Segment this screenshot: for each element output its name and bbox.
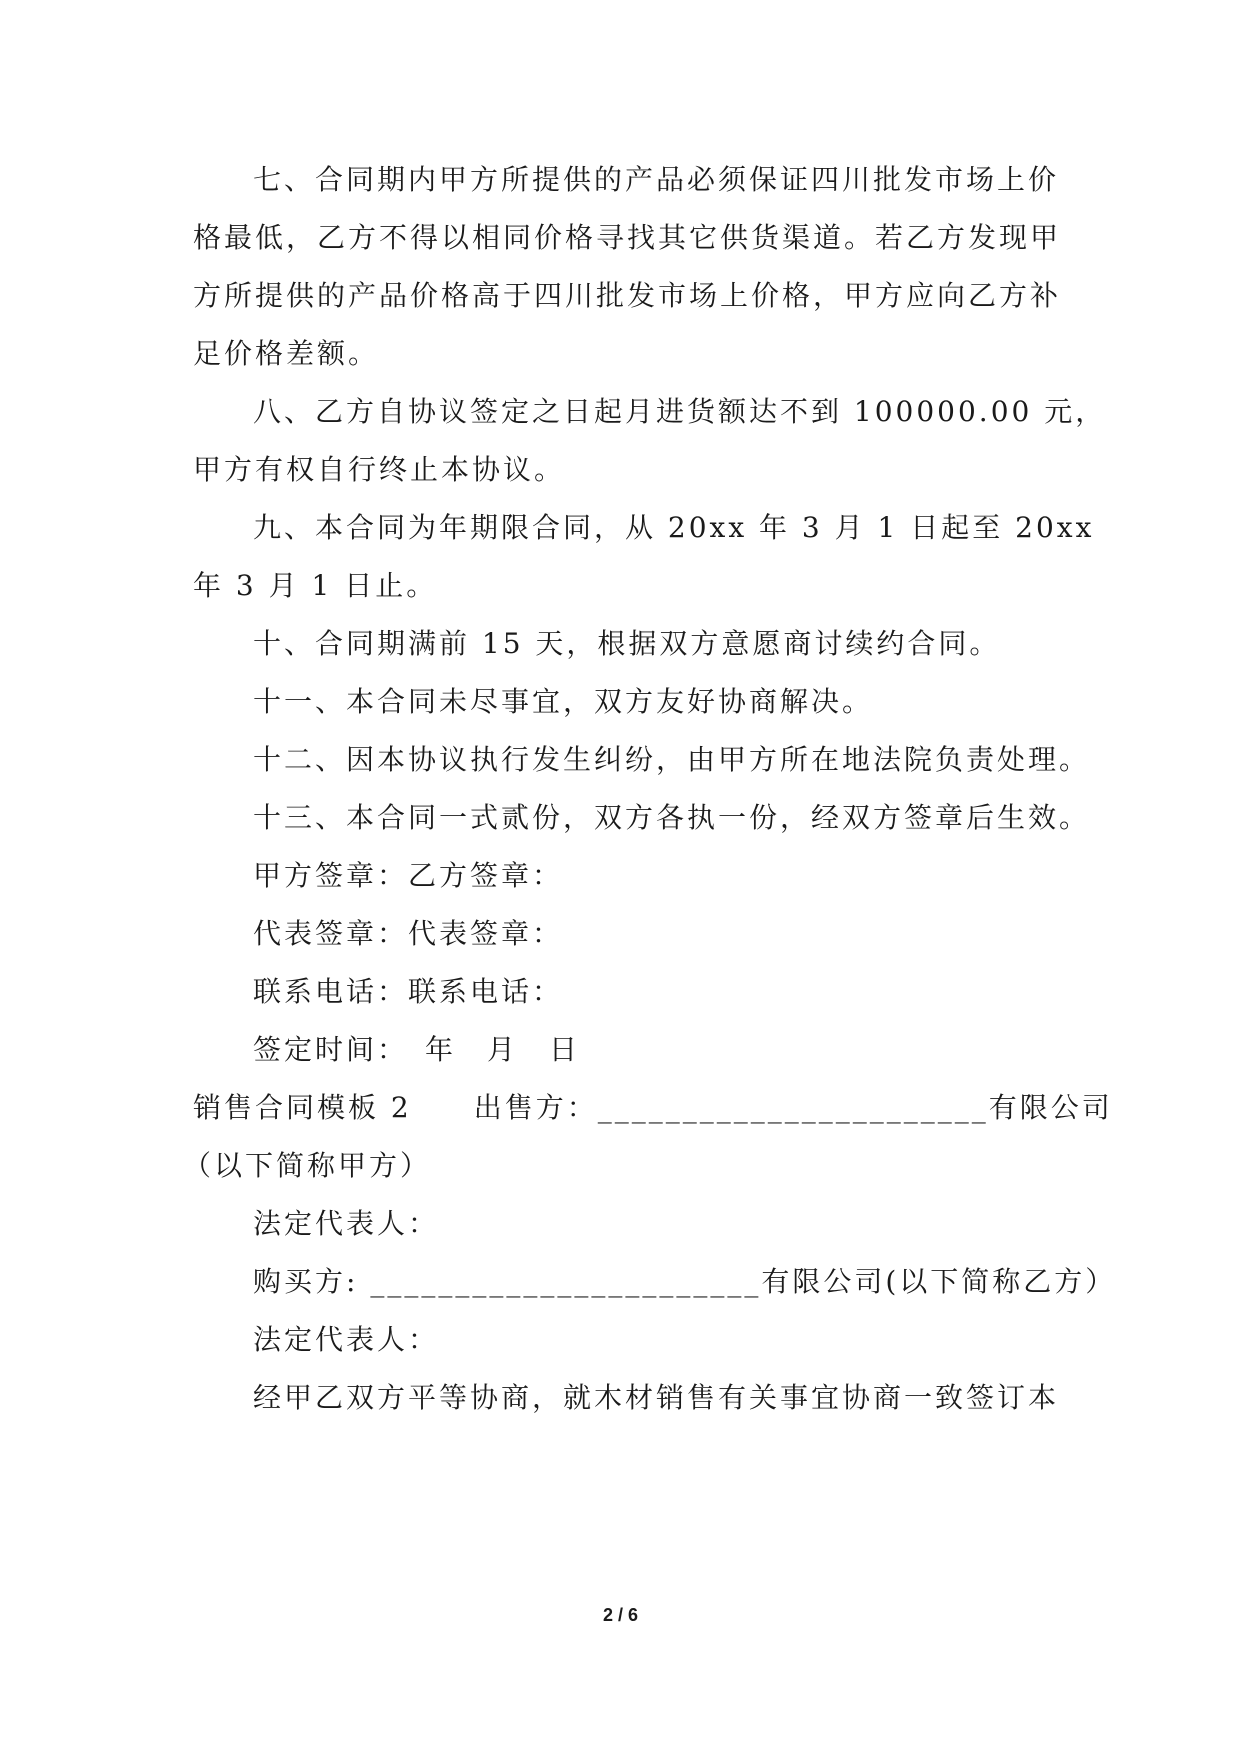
text-line: 八、乙方自协议签定之日起月进货额达不到 100000.00 元， (253, 395, 1107, 428)
text-line: 法定代表人： (253, 1207, 440, 1240)
text-line: 十二、因本协议执行发生纠纷，由甲方所在地法院负责处理。 (253, 743, 1091, 776)
text-line: 经甲乙双方平等协商，就木材销售有关事宜协商一致签订本 (253, 1381, 1060, 1414)
text-line: 方所提供的产品价格高于四川批发市场上价格，甲方应向乙方补 (193, 279, 1062, 312)
text-line: 年 3 月 1 日止。 (193, 569, 438, 602)
text-line: 甲方有权自行终止本协议。 (193, 453, 566, 486)
text-line: （以下简称甲方） (183, 1149, 432, 1182)
text-line: 七、合同期内甲方所提供的产品必须保证四川批发市场上价 (253, 163, 1060, 196)
signature-line: 签定时间： 年 月 日 (253, 1033, 581, 1066)
text-line: 足价格差额。 (193, 337, 380, 370)
text-line: 九、本合同为年期限合同，从 20xx 年 3 月 1 日起至 20xx (253, 511, 1095, 544)
text-line: 十三、本合同一式贰份，双方各执一份，经双方签章后生效。 (253, 801, 1091, 834)
text-line: 十、合同期满前 15 天，根据双方意愿商讨续约合同。 (253, 627, 1001, 660)
text-line: 格最低，乙方不得以相同价格寻找其它供货渠道。若乙方发现甲 (193, 221, 1062, 254)
text-line: 法定代表人： (253, 1323, 440, 1356)
signature-line: 代表签章：代表签章： (253, 917, 564, 950)
signature-line: 联系电话：联系电话： (253, 975, 564, 1008)
section-heading: 销售合同模板 2 出售方：_______________________有限公司 (193, 1091, 1113, 1124)
signature-line: 甲方签章：乙方签章： (253, 859, 564, 892)
page-number: 2 / 6 (602, 1605, 639, 1625)
text-line: 十一、本合同未尽事宜，双方友好协商解决。 (253, 685, 874, 718)
text-line: 购买方: _______________________有限公司(以下简称乙方） (253, 1265, 1117, 1298)
